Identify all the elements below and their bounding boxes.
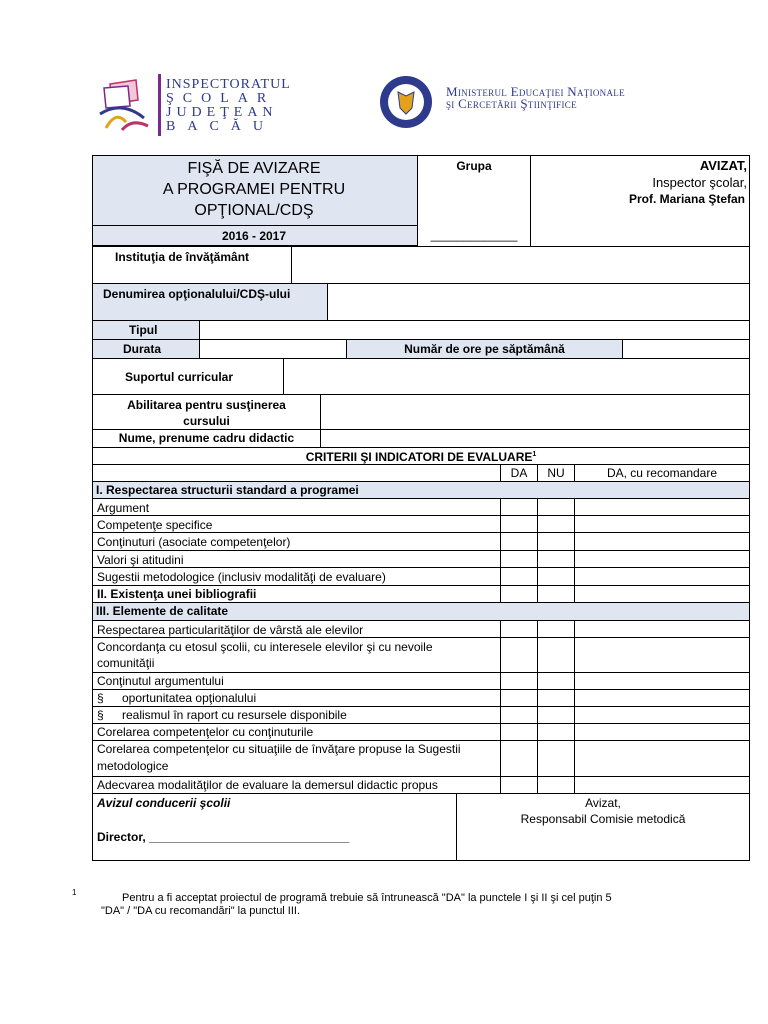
abilitarea-value[interactable]	[321, 395, 749, 429]
criterion-item-cont: comunităţii	[97, 656, 155, 670]
criteria-rule	[92, 689, 750, 690]
col-nu: NU	[547, 466, 565, 480]
nume-value[interactable]	[321, 430, 749, 447]
bullet-mark: §	[97, 691, 104, 705]
criteria-footnote-mark: 1	[532, 451, 537, 458]
ministry-logo	[378, 74, 440, 130]
numar-ore-label: Număr de ore pe săptămână	[404, 342, 565, 356]
section-2-label: II. Existenţa unei bibliografii	[97, 587, 257, 601]
title-line-1: FIŞĂ DE AVIZARE	[187, 160, 321, 177]
criteria-rule	[92, 498, 750, 499]
nume-label: Nume, prenume cadru didactic	[118, 431, 295, 445]
criterion-item: Competenţe specifice	[97, 518, 213, 532]
criterion-item: Conţinuturi (asociate competenţelor)	[97, 535, 291, 549]
title-line-3: OPŢIONAL/CDŞ	[194, 202, 314, 219]
tipul-value[interactable]	[200, 321, 748, 339]
durata-row	[92, 339, 750, 359]
footer-avizat: Avizat,	[585, 796, 621, 810]
criterion-item: Respectarea particularităţilor de vârstă ale elevilor	[97, 623, 364, 637]
isj-line-2: ŞCOLAR	[166, 91, 276, 106]
durata-value[interactable]	[200, 340, 346, 358]
section-1-label: I. Respectarea structurii standard a programei	[96, 483, 359, 497]
avizul-conducerii: Avizul conducerii şcolii	[97, 796, 231, 810]
nume-label-cell	[93, 430, 321, 447]
institutia-label: Instituţia de învăţământ	[115, 250, 250, 264]
criterion-item-cont: metodologice	[97, 759, 169, 773]
section-1-row	[93, 482, 749, 498]
book-icon	[92, 70, 162, 140]
criteria-rule	[92, 464, 750, 465]
criterion-item: Conţinutul argumentului	[97, 674, 224, 688]
tipul-label: Tipul	[129, 323, 158, 337]
abilitarea-line-1: Abilitarea pentru susţinerea	[127, 398, 286, 412]
tipul-row	[92, 320, 750, 340]
durata-label-cell	[93, 340, 200, 358]
nume-row	[92, 429, 750, 448]
criteria-rule	[92, 515, 750, 516]
criterion-item: Concordanţa cu etosul şcolii, cu interesele elevilor şi cu nevoile	[97, 640, 433, 654]
col-rule	[500, 498, 501, 602]
year-cell	[92, 225, 418, 246]
criteria-rule	[92, 672, 750, 673]
col-rule	[574, 498, 575, 602]
criteria-rule	[92, 532, 750, 533]
abilitarea-row	[92, 394, 750, 430]
school-year: 2016 - 2017	[221, 229, 287, 243]
criteria-rule	[92, 723, 750, 724]
denumirea-row	[92, 283, 750, 321]
isj-line-3: JUDEŢEAN	[166, 105, 278, 120]
criteria-rule	[92, 637, 750, 638]
col-da-recomandare: DA, cu recomandare	[606, 466, 718, 480]
institutia-label-cell	[93, 247, 292, 283]
criterion-item: Valori şi atitudini	[97, 553, 184, 567]
approval-name: Prof. Mariana Ştefan	[628, 192, 745, 206]
ministry-line-1: Ministerul Educaţiei Naţionale	[446, 84, 625, 99]
institutia-row	[92, 246, 750, 284]
numar-ore-label-cell	[346, 340, 623, 358]
suportul-label: Suportul curricular	[125, 370, 234, 384]
title-cell	[92, 155, 418, 225]
director-signature: Director, ______________________________	[97, 830, 350, 844]
col-rule	[574, 620, 575, 794]
col-da: DA	[510, 466, 528, 480]
suportul-value[interactable]	[284, 359, 748, 394]
footer-responsabil: Responsabil Comisie metodică	[520, 812, 686, 826]
ministry-logo-text	[446, 86, 625, 110]
title-line-2: A PROGRAMEI PENTRU	[162, 181, 346, 198]
criteria-rule	[92, 585, 750, 586]
isj-line-1: INSPECTORATUL	[166, 77, 291, 92]
group-cell	[418, 155, 531, 247]
criterion-item: Adecvarea modalităţilor de evaluare la demersul didactic propus	[97, 778, 438, 792]
approval-cell	[530, 155, 750, 247]
ministry-line-2: şi Cercetării Ştiinţifice	[446, 96, 577, 111]
criterion-item: Corelarea competenţelor cu conţinuturile	[97, 725, 314, 739]
logo-divider	[158, 74, 161, 136]
criteria-title	[92, 448, 750, 464]
suportul-label-cell	[93, 359, 284, 394]
section-3-row	[93, 603, 749, 620]
form-title	[93, 158, 415, 221]
denumirea-label: Denumirea opţionalului/CDŞ-ului	[103, 287, 291, 301]
abilitarea-label-cell	[93, 395, 321, 429]
section-3-label: III. Elemente de calitate	[96, 604, 229, 618]
durata-label: Durata	[123, 342, 162, 356]
criterion-item: Corelarea competenţelor cu situaţiile de învăţare propuse la Sugestii	[97, 742, 461, 756]
denumirea-value[interactable]	[328, 284, 748, 320]
isj-logo-text	[166, 78, 291, 134]
col-rule	[537, 620, 538, 794]
col-rule	[500, 620, 501, 794]
abilitarea-label	[93, 397, 320, 429]
criterion-subitem: oportunitatea opţionalului	[122, 691, 257, 705]
criterion-item: Argument	[97, 501, 150, 515]
criteria-title-text: CRITERII ŞI INDICATORI DE EVALUARE	[305, 450, 533, 464]
col-rule	[537, 498, 538, 602]
group-blank: _____________	[430, 228, 518, 242]
criteria-rule	[92, 706, 750, 707]
government-seal-icon	[378, 74, 434, 130]
criteria-rule	[92, 776, 750, 777]
numar-ore-value[interactable]	[622, 340, 748, 358]
approval-avizat: AVIZAT,	[699, 158, 747, 173]
criterion-item: Sugestii metodologice (inclusiv modalităţi de evaluare)	[97, 570, 386, 584]
criteria-rule	[92, 740, 750, 741]
footnote-mark: 1	[72, 888, 77, 897]
footnote-line-1: Pentru a fi acceptat proiectul de programă trebuie să întrunească "DA" la punctele I şi II şi cel puţin 5	[122, 892, 612, 904]
approval-role: Inspector şcolar,	[652, 175, 747, 190]
group-label: Grupa	[456, 159, 492, 173]
abilitarea-line-2: cursului	[183, 414, 230, 428]
isj-line-4: BACĂU	[166, 119, 276, 134]
criterion-subitem: realismul în raport cu resursele disponibile	[122, 708, 347, 722]
criteria-rule	[92, 620, 750, 621]
suportul-row	[92, 358, 750, 395]
criteria-rule	[92, 567, 750, 568]
criteria-rule	[92, 550, 750, 551]
footnote-line-2: "DA" / "DA cu recomandări" la punctul III.	[101, 905, 301, 917]
denumirea-label-cell	[93, 284, 328, 320]
bullet-mark: §	[97, 708, 104, 722]
tipul-label-cell	[93, 321, 200, 339]
institutia-value[interactable]	[292, 247, 748, 283]
